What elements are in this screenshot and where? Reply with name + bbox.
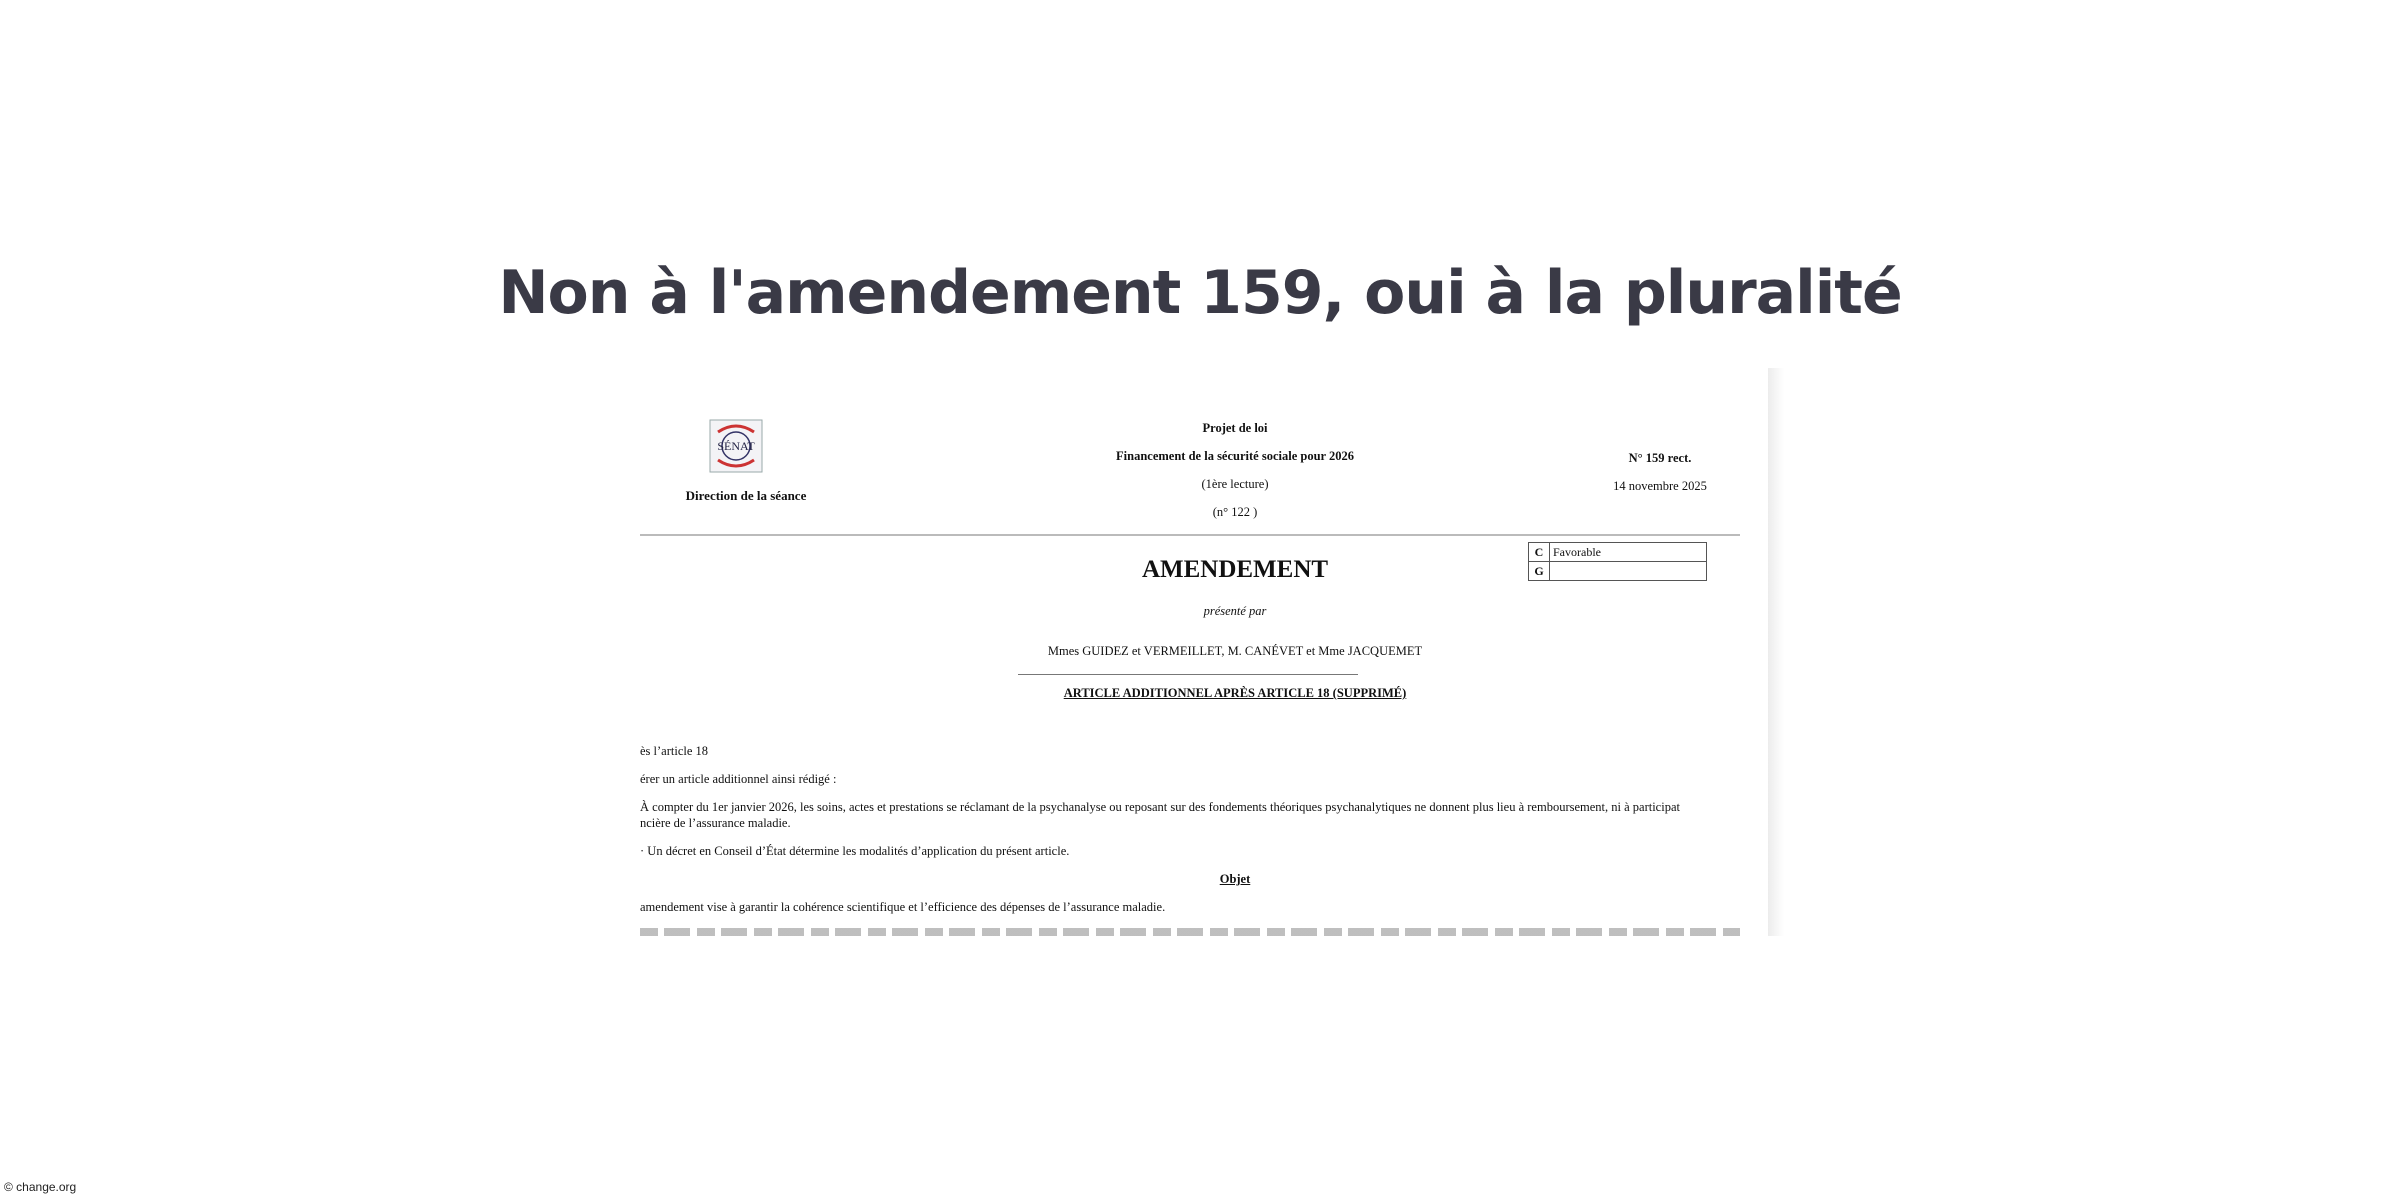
g-key: G <box>1529 562 1550 581</box>
objet-heading: Objet <box>1219 872 1251 886</box>
body-line: ès l’article 18 <box>640 744 709 758</box>
body-line: À compter du 1er janvier 2026, les soins, actes et prestations se réclamant de la psychanalyse ou reposant sur des fondements théoriques psychanalytiques ne donnent plus lieu à remboursement, ni à participat <box>640 800 1680 814</box>
c-value: Favorable <box>1550 543 1707 562</box>
document-edge-shadow <box>1768 368 1784 936</box>
amendment-ref <box>1570 444 1750 500</box>
g-value <box>1550 562 1707 581</box>
amendment-heading: AMENDEMENT <box>1141 556 1329 583</box>
senat-seal-icon <box>708 418 764 474</box>
amendment-date: 14 novembre 2025 <box>1613 479 1707 493</box>
c-key: C <box>1529 543 1550 562</box>
svg-text:SÉNAT: SÉNAT <box>717 439 755 453</box>
table-row <box>1529 543 1707 562</box>
amendment-document-image <box>640 368 1768 936</box>
body-line: érer un article additionnel ainsi rédigé : <box>640 772 837 786</box>
direction-label: Direction de la séance <box>685 488 807 503</box>
separator <box>1018 674 1358 675</box>
body-line: · Un décret en Conseil d’État détermine les modalités d’application du présent article. <box>640 844 1070 858</box>
divider <box>640 534 1740 536</box>
article-heading: ARTICLE ADDITIONNEL APRÈS ARTICLE 18 (SUPPRIMÉ) <box>1063 686 1407 700</box>
amendment-number: N° 159 rect. <box>1628 451 1692 465</box>
body-line: amendement vise à garantir la cohérence scientifique et l’efficience des dépenses de l’assurance maladie. <box>640 900 1166 914</box>
presented-by: présenté par <box>1203 604 1267 618</box>
opinion-table <box>1528 542 1707 581</box>
body-line: ncière de l’assurance maladie. <box>640 816 791 830</box>
bill-info <box>1000 414 1470 526</box>
cut-off-text-line <box>640 928 1740 936</box>
bill-name: Financement de la sécurité sociale pour 2026 <box>1116 449 1354 463</box>
table-row <box>1529 562 1707 581</box>
authors: Mmes GUIDEZ et VERMEILLET, M. CANÉVET et Mme JACQUEMET <box>1047 644 1423 658</box>
bill-number: (n° 122 ) <box>1212 505 1258 519</box>
bill-reading: (1ère lecture) <box>1201 477 1269 491</box>
image-credit: © change.org <box>4 1180 77 1194</box>
bill-type: Projet de loi <box>1202 421 1268 435</box>
page-title: Non à l'amendement 159, oui à la pluralité <box>498 258 1902 328</box>
